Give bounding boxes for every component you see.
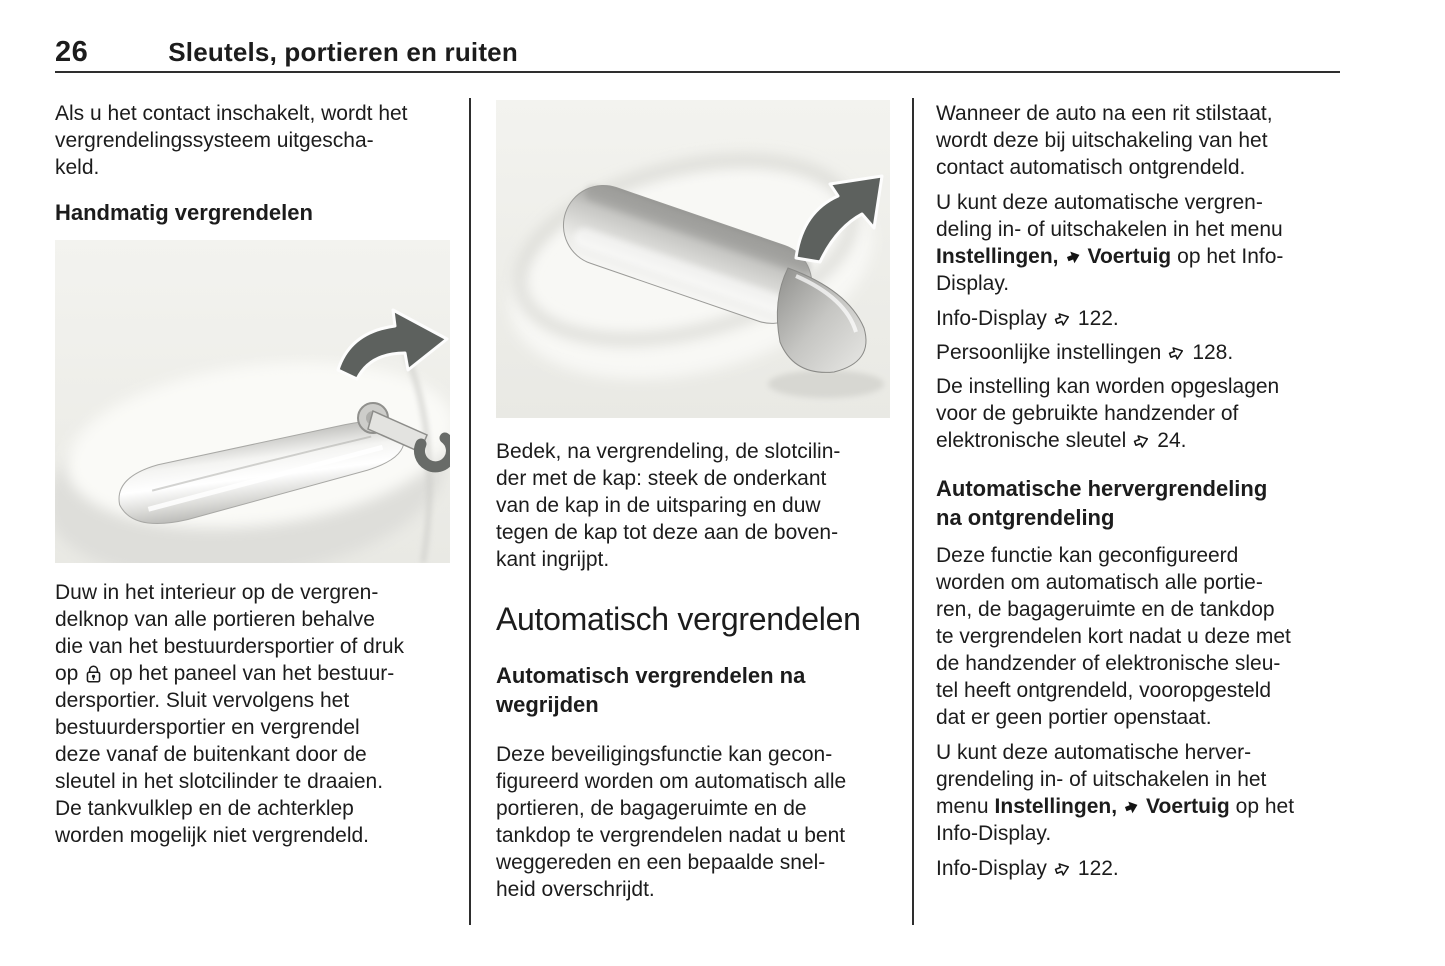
paragraph-lines: U kunt deze automatische vergren- deling in- of uitschakelen in het menu (936, 191, 1283, 241)
paragraph-menu-settings-2: U kunt deze automatische herver- grendeling in- of uitschakelen in het menu Instellingen, Voertuig op het Info-Display. (936, 739, 1338, 847)
door-handle-key-illustration (55, 240, 450, 563)
page-number: 26 (55, 36, 89, 68)
line-with-lock-icon: op op het paneel van het bestuur- (55, 662, 395, 685)
paragraph-lines: U kunt deze automatische herver- grendeling in- of uitschakelen in het (936, 741, 1267, 791)
figure-door-handle-cap (496, 100, 890, 418)
paragraph-ignition-unlock (55, 100, 453, 181)
paragraph-lines: Bedek, na vergrendeling, de slotcilin- der met de kap: steek de onderkant van de kap in de uitsparing en duw tegen de kap tot deze aan de boven- kant ingrijpt. (496, 440, 841, 571)
paragraph-lines: De instelling kan worden opgeslagen voor de gebruikte handzender of (936, 375, 1280, 425)
lock-icon (84, 663, 103, 685)
column-1 (55, 100, 453, 857)
page-reference: Info-Display 122. (936, 306, 1119, 330)
column-divider (469, 98, 471, 925)
subheading-auto-lock-driveoff: Automatisch vergrendelen na wegrijden (496, 663, 806, 717)
line-with-page-ref: elektronische sleutel 24. (936, 429, 1187, 452)
line-with-menu-arrow: Instellingen, Voertuig op het Info- (936, 245, 1284, 268)
paragraph-lines: Wanneer de auto na een rit stilstaat, wordt deze bij uitschakeling van het contact automatisch ontgrendeld. (936, 102, 1273, 179)
heading-automatic-locking: Automatisch vergrendelen (496, 601, 861, 637)
column-3 (936, 100, 1338, 889)
paragraph-menu-settings-1: U kunt deze automatische vergren- deling in- of uitschakelen in het menu Instellingen, Voertuig op het Info- Display. (936, 189, 1338, 297)
line-with-menu-arrow: menu Instellingen, Voertuig op het (936, 795, 1295, 818)
door-handle-cap-illustration (496, 100, 890, 418)
paragraph-auto-lock-driveoff (496, 741, 893, 903)
page-ref-arrow-icon (1167, 344, 1186, 362)
page-ref-arrow-icon (1053, 860, 1072, 878)
subheading-auto-relock: Automatische hervergrendeling na ontgrendeling (936, 476, 1268, 530)
paragraph-lines: Deze beveiligingsfunctie kan gecon- figureerd worden om automatisch alle portieren, de bagageruimte en de tankdop te vergrendelen nadat u bent weggereden en een bepaalde snel- heid overschrijdt. (496, 743, 847, 901)
paragraph-auto-relock (936, 542, 1338, 731)
menu-arrow-icon (1065, 248, 1082, 266)
header-rule (55, 71, 1340, 73)
paragraph-auto-unlock-stop (936, 100, 1338, 181)
paragraph-lines: Duw in het interieur op de vergren- delknop van alle portieren behalve die van het bestuurdersportier of druk (55, 581, 405, 658)
paragraph-setting-stored (936, 373, 1338, 454)
paragraph-lines: dersportier. Sluit vervolgens het bestuurdersportier en vergrendel deze vanaf de buitenkant door de sleutel in het slotcilinder te draaien. De tankvulklep en de achterklep worden mogelijk niet vergrendeld. (55, 689, 384, 847)
paragraph-manual-locking (55, 579, 453, 849)
column-2 (496, 100, 893, 911)
page-header (55, 36, 1340, 69)
page-reference: Persoonlijke instellingen 128. (936, 340, 1234, 364)
figure-door-handle-key (55, 240, 450, 563)
page-ref-arrow-icon (1053, 310, 1072, 328)
column-divider (912, 98, 914, 925)
paragraph-lines: Deze functie kan geconfigureerd worden om automatisch alle portie- ren, de bagageruimte en de tankdop te vergrendelen kort nadat u deze met de handzender of elektronische sleu- tel heeft ontgrendeld, vooropgesteld dat er geen portier openstaat. (936, 544, 1291, 729)
page-reference: Info-Display 122. (936, 856, 1119, 880)
paragraph-cover-cylinder (496, 438, 893, 573)
paragraph-lines: Als u het contact inschakelt, wordt het vergrendelingssysteem uitgescha- keld. (55, 102, 408, 179)
menu-arrow-icon (1123, 798, 1140, 816)
page-ref-arrow-icon (1132, 432, 1151, 450)
chapter-title: Sleutels, portieren en ruiten (168, 37, 518, 67)
heading-manual-locking: Handmatig vergrendelen (55, 200, 313, 225)
